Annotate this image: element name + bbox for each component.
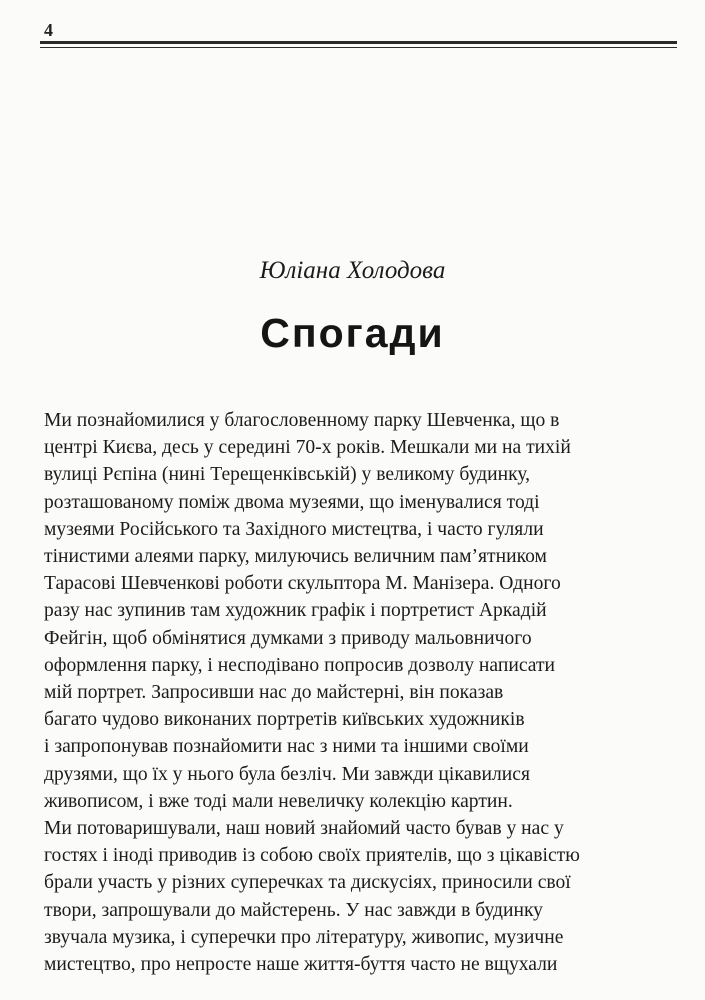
body-line: мистецтво, про непросте наше життя-буття часто не вщухали [44,954,558,976]
body-line: оформлення парку, і несподівано попросив дозволу написати [44,654,555,676]
body-line: тінистими алеями парку, милуючись величним пам’ятником [44,546,547,568]
body-line: Тарасові Шевченкові роботи скульптора М. Манізера. Одного [44,573,561,595]
body-line: брали участь у різних суперечках та дискусіях, приносили свої [44,872,571,894]
body-line: багато чудово виконаних портретів київських художників [44,709,525,731]
body-line: вулиці Рєпіна (нині Терещенківській) у великому будинку, [44,464,531,486]
body-text [44,407,684,978]
header-rule-thick [40,41,677,44]
body-line: мій портрет. Запросивши нас до майстерні, він показав [44,682,504,704]
body-line: музеями Російського та Західного мистецтва, і часто гуляли [44,518,544,540]
body-line: живописом, і вже тоді мали невеличку колекцію картин. [44,790,513,812]
body-line: і запропонував познайомити нас з ними та іншими своїми [44,736,529,758]
body-line: Фейгін, щоб обмінятися думками з приводу мальовничого [44,627,532,649]
body-line: друзями, що їх у нього була безліч. Ми завжди цікавилися [44,763,530,785]
page-number: 4 [44,20,53,40]
body-line: Ми потоваришували, наш новий знайомий часто бував у нас у [44,818,564,840]
author-name: Юліана Холодова [259,257,446,284]
body-line: звучала музика, і суперечки про літературу, живопис, музичне [44,926,564,948]
body-line: гостях і іноді приводив із собою своїх приятелів, що з цікавістю [44,845,580,867]
body-line: разу нас зупинив там художник графік і портретист Аркадій [44,600,547,622]
body-line: розташованому поміж двома музеями, що іменувалися тоді [44,491,540,513]
header-rule-thin [40,47,677,48]
body-line: твори, запрошували до майстерень. У нас завжди в будинку [44,899,543,921]
body-line: Ми познайомилися у благословенному парку Шевченка, що в [44,410,560,431]
body-line: центрі Києва, десь у середині 70-х років. Мешкали ми на тихій [44,437,571,459]
article-title: Спогади [260,310,445,356]
